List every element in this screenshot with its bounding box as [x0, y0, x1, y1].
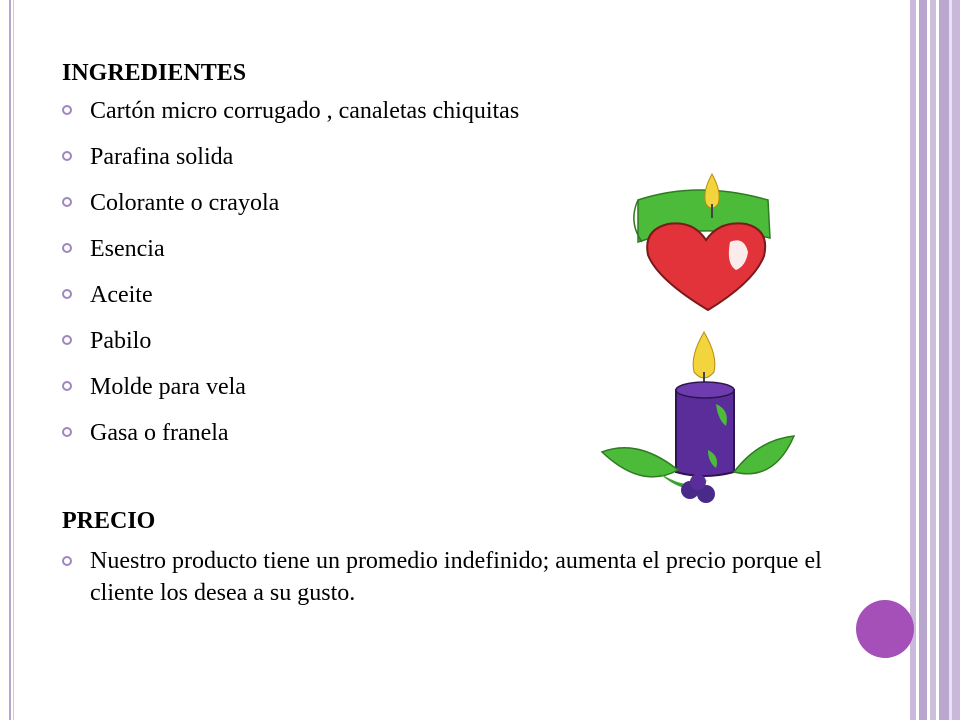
- list-item: Gasa o franela: [62, 419, 842, 447]
- right-decorative-stripes: [910, 0, 960, 720]
- list-item: Esencia: [62, 235, 842, 263]
- list-item: Cartón micro corrugado , canaletas chiquitas: [62, 97, 842, 125]
- flame-icon: [693, 332, 715, 388]
- list-item: Pabilo: [62, 327, 842, 355]
- ring-bullet-icon: [62, 197, 72, 207]
- ring-bullet-icon: [62, 427, 72, 437]
- heart-icon: [647, 223, 765, 310]
- left-border-line-inner: [13, 0, 14, 720]
- price-list: [62, 545, 842, 609]
- purple-candle-icon: [676, 382, 734, 476]
- ring-bullet-icon: [62, 151, 72, 161]
- ring-bullet-icon: [62, 105, 72, 115]
- list-item: Nuestro producto tiene un promedio indefinido; aumenta el precio porque el cliente los desea a su gusto.: [62, 545, 842, 609]
- ring-bullet-icon: [62, 335, 72, 345]
- candle-illustration: [598, 160, 798, 510]
- list-item: Molde para vela: [62, 373, 842, 401]
- ring-bullet-icon: [62, 243, 72, 253]
- ring-bullet-icon: [62, 556, 72, 566]
- ingredients-heading: INGREDIENTES: [62, 60, 247, 86]
- list-item: Colorante o crayola: [62, 189, 842, 217]
- left-border-line: [9, 0, 11, 720]
- decorative-purple-circle: [856, 600, 914, 658]
- list-item: Parafina solida: [62, 143, 842, 171]
- list-item: Aceite: [62, 281, 842, 309]
- price-heading: PRECIO: [62, 508, 156, 534]
- ring-bullet-icon: [62, 289, 72, 299]
- ring-bullet-icon: [62, 381, 72, 391]
